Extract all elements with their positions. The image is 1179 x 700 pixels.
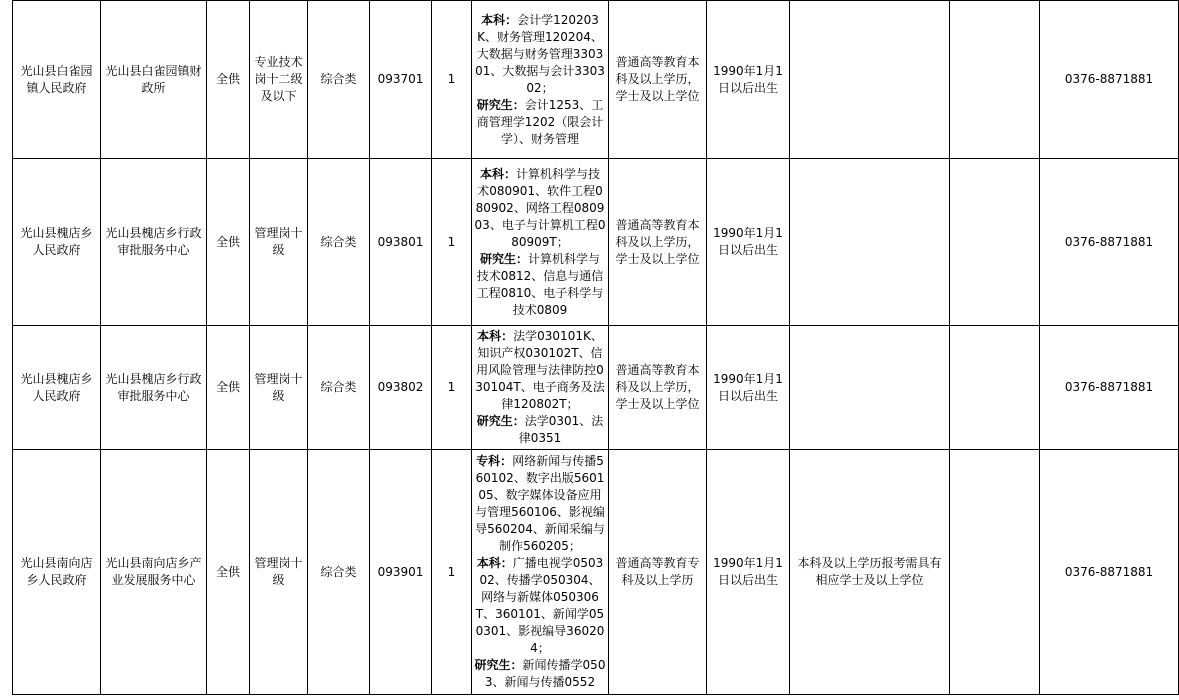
employer-cell: 光山县槐店乡人民政府 [13,326,101,450]
phone-cell: 0376-8871881 [1040,159,1179,326]
major-requirements-cell [472,450,609,695]
empty-cell [950,1,1040,159]
hire-count-cell: 1 [432,450,472,695]
phone-cell: 0376-8871881 [1040,1,1179,159]
category-cell: 综合类 [308,1,370,159]
empty-cell [950,450,1040,695]
unit-cell: 光山县南向店乡产业发展服务中心 [101,450,207,695]
table-row [13,159,1179,326]
education-cell: 普通高等教育本科及以上学历，学士及以上学位 [609,326,707,450]
funding-cell: 全供 [207,450,250,695]
degree-label: 研究生： [474,658,523,672]
other-requirements-cell [790,159,950,326]
major-requirements-cell [472,1,609,159]
major-list: 会计1253、工商管理学1202（限会计学）、财务管理 [476,97,604,146]
empty-cell [950,159,1040,326]
category-cell: 综合类 [308,326,370,450]
degree-label: 本科： [481,12,518,27]
phone-cell: 0376-8871881 [1040,326,1179,450]
other-requirements-cell: 本科及以上学历报考需具有相应学士及以上学位 [790,450,950,695]
table-row [13,450,1179,695]
degree-label: 专科： [476,454,513,468]
major-list: 新闻传播学0503、新闻与传播0552 [484,658,606,689]
unit-cell: 光山县槐店乡行政审批服务中心 [101,159,207,326]
degree-label: 研究生： [476,414,525,428]
hire-count-cell: 1 [432,326,472,450]
job-positions-table [12,0,1179,695]
major-requirements-cell [472,159,609,326]
table-row [13,326,1179,450]
category-cell: 综合类 [308,159,370,326]
education-cell: 普通高等教育本科及以上学历，学士及以上学位 [609,1,707,159]
degree-label: 本科： [477,329,514,343]
post-level-cell: 管理岗十级 [250,326,308,450]
major-list: 计算机科学与技术080901、软件工程080902、网络工程080903、电子与计算机工程080909T； [474,166,606,249]
other-requirements-cell [790,1,950,159]
degree-label: 本科： [479,166,516,181]
table-row [13,1,1179,159]
age-cell: 1990年1月1日以后出生 [707,326,790,450]
major-list: 法学0301、法律0351 [518,414,604,445]
age-cell: 1990年1月1日以后出生 [707,450,790,695]
category-cell: 综合类 [308,450,370,695]
table-body [13,1,1179,695]
funding-cell: 全供 [207,159,250,326]
education-cell: 普通高等教育本科及以上学历，学士及以上学位 [609,159,707,326]
other-requirements-cell [790,326,950,450]
degree-label: 研究生： [479,251,528,266]
unit-cell: 光山县槐店乡行政审批服务中心 [101,326,207,450]
post-level-cell: 管理岗十级 [250,450,308,695]
post-level-cell: 专业技术岗十二级及以下 [250,1,308,159]
unit-cell: 光山县白雀园镇财政所 [101,1,207,159]
position-code-cell: 093801 [370,159,432,326]
major-list: 广播电视学050302、传播学050304、网络与新媒体050306T、360101、新闻学050301、影视编导360204； [475,556,605,655]
hire-count-cell: 1 [432,159,472,326]
major-list: 会计学120203K、财务管理120204、大数据与财务管理330301、大数据与会计330302； [475,12,605,95]
funding-cell: 全供 [207,1,250,159]
major-list: 计算机科学与技术0812、信息与通信工程0810、电子科学与技术0809 [476,251,604,317]
age-cell: 1990年1月1日以后出生 [707,1,790,159]
major-list: 法学030101K、知识产权030102T、信用风险管理与法律防控030104T、电子商务及法律120802T； [475,329,605,411]
degree-label: 本科： [476,556,513,570]
post-level-cell: 管理岗十级 [250,159,308,326]
employer-cell: 光山县南向店乡人民政府 [13,450,101,695]
table-container [12,0,1154,695]
hire-count-cell: 1 [432,1,472,159]
position-code-cell: 093701 [370,1,432,159]
degree-label: 研究生： [476,97,525,112]
major-list: 网络新闻与传播560102、数字出版560105、数字媒体设备应用与管理560106、影视编导560204、新闻采编与制作560205； [475,454,605,553]
education-cell: 普通高等教育专科及以上学历 [609,450,707,695]
position-code-cell: 093802 [370,326,432,450]
major-requirements-cell [472,326,609,450]
age-cell: 1990年1月1日以后出生 [707,159,790,326]
phone-cell: 0376-8871881 [1040,450,1179,695]
employer-cell: 光山县白雀园镇人民政府 [13,1,101,159]
empty-cell [950,326,1040,450]
position-code-cell: 093901 [370,450,432,695]
employer-cell: 光山县槐店乡人民政府 [13,159,101,326]
funding-cell: 全供 [207,326,250,450]
